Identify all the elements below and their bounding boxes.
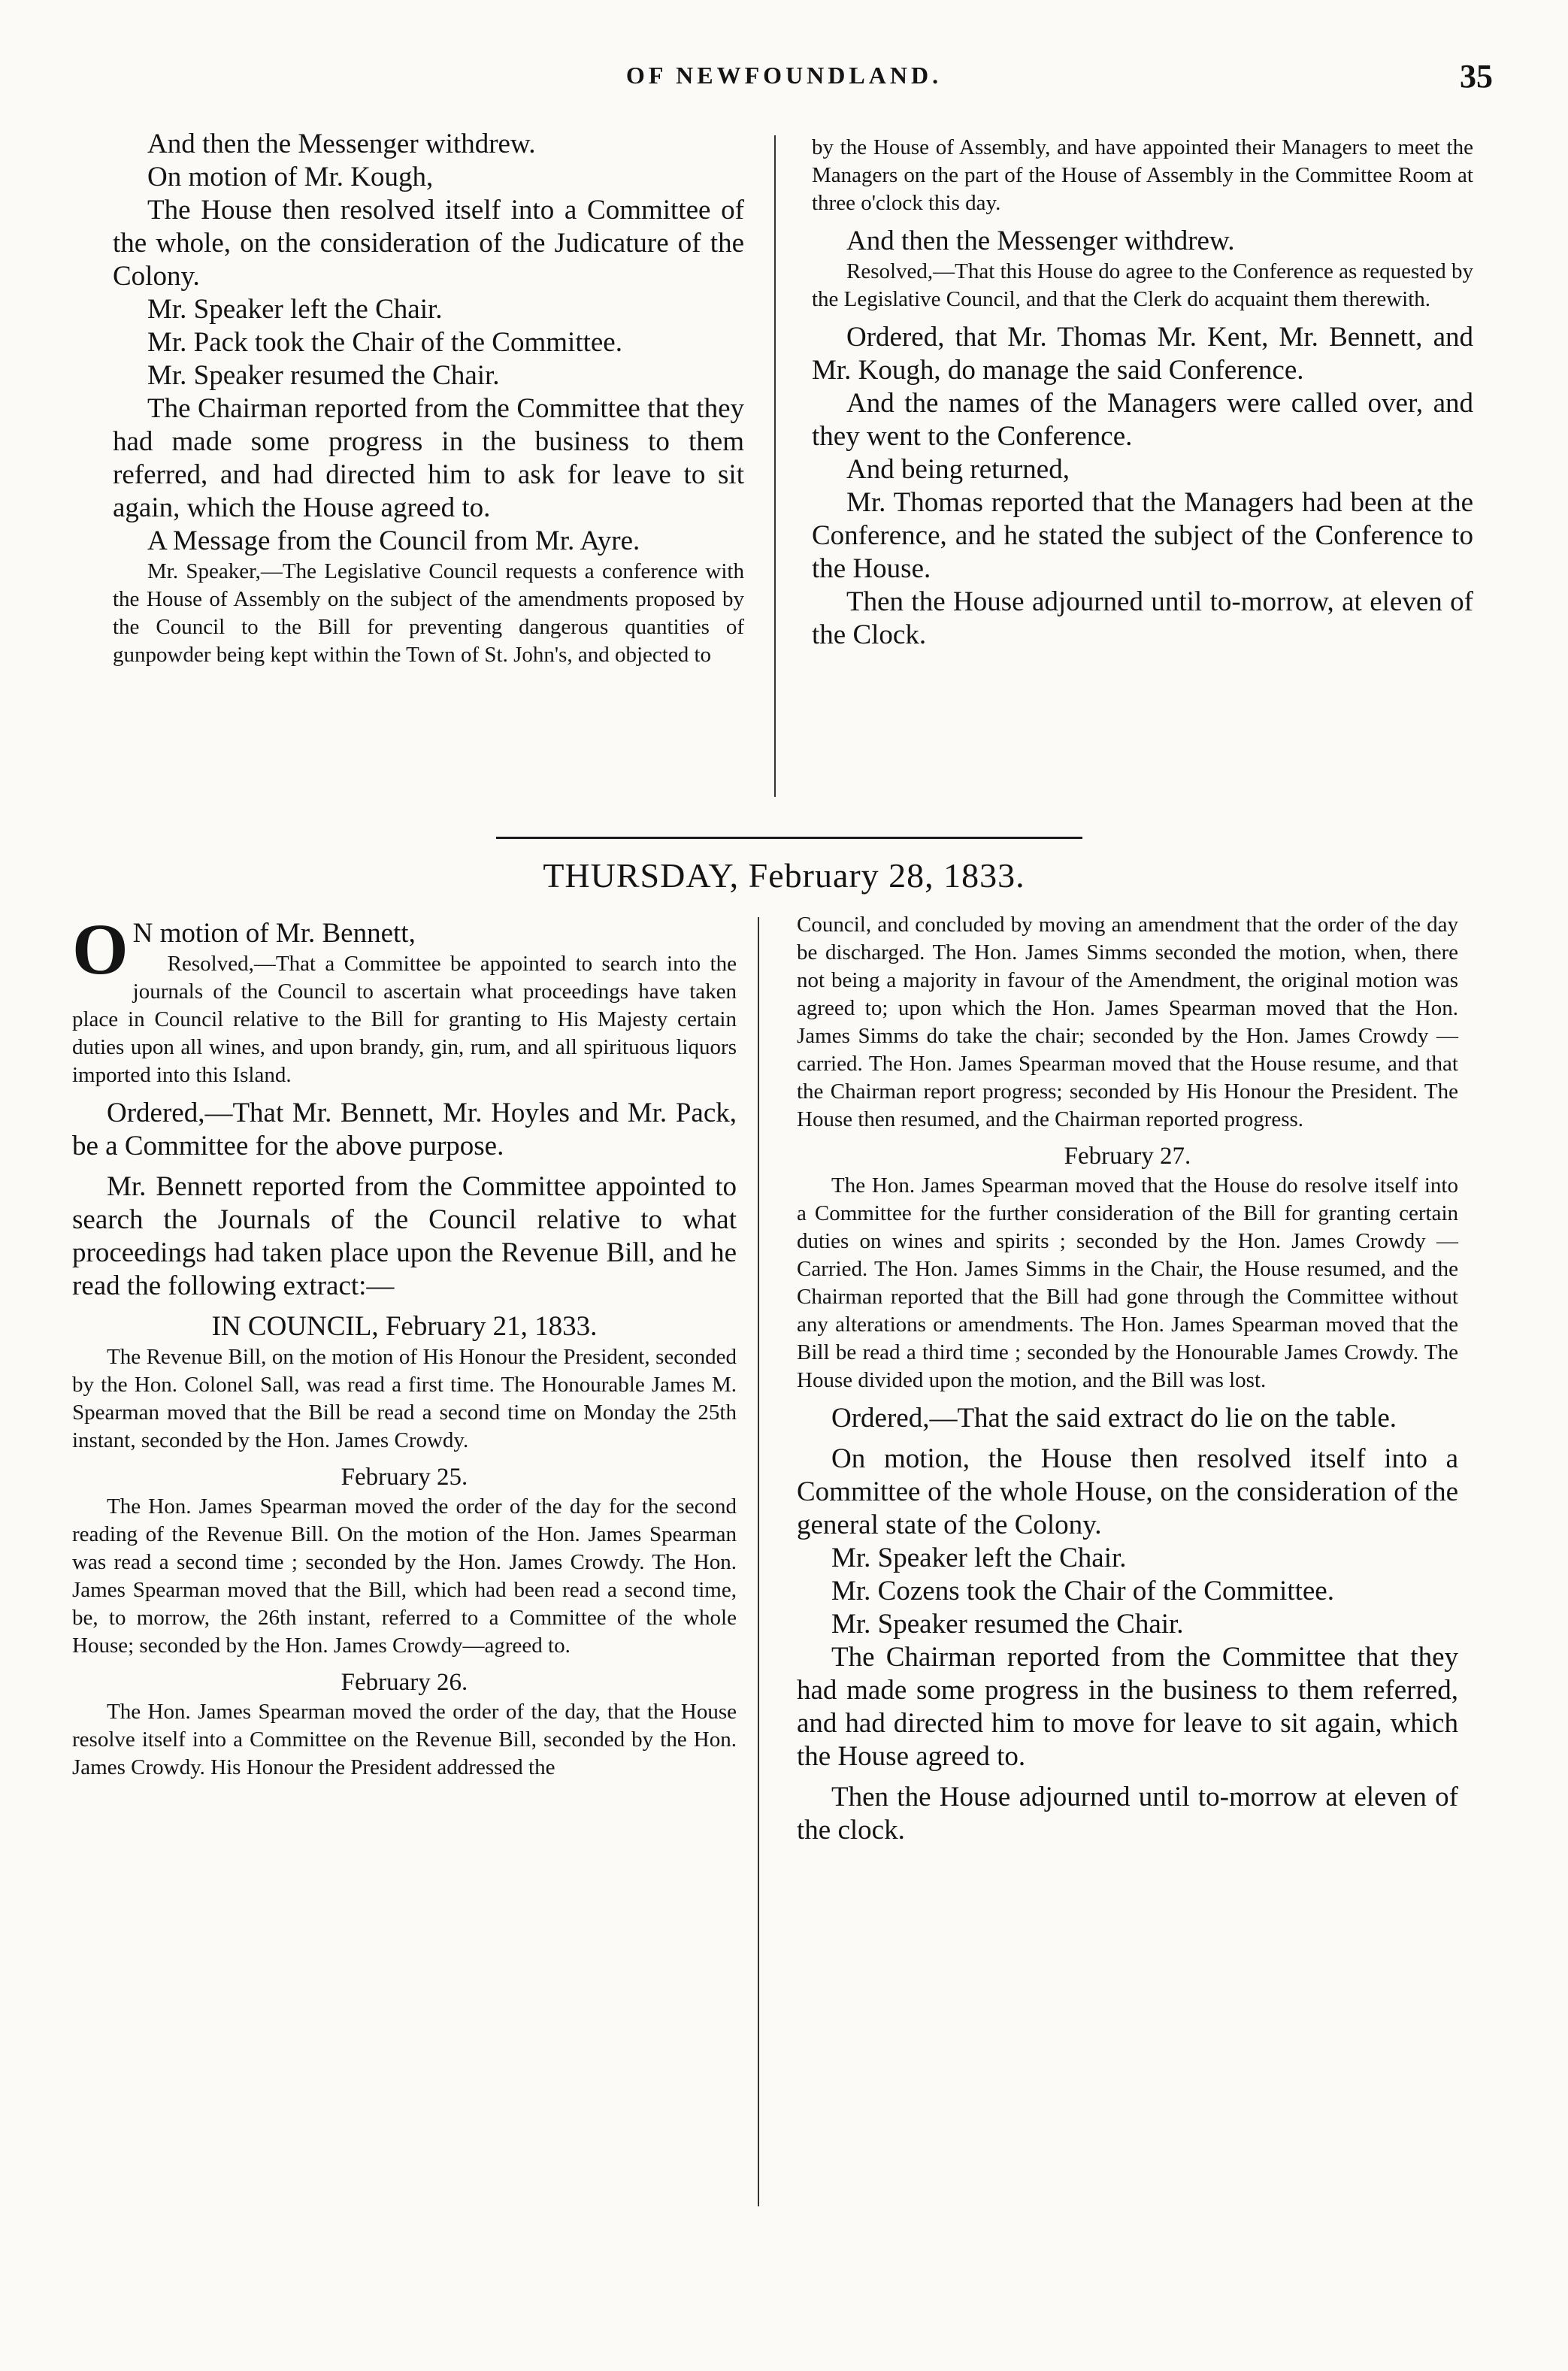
opening-paragraph bbox=[72, 909, 737, 989]
paragraph: Ordered,—That the said extract do lie on the table. bbox=[831, 1403, 1397, 1434]
paragraph: Resolved,—That this House do agree to the Conference as requested by the Legislative Council, and that the Clerk do acquaint them therewith. bbox=[812, 259, 1473, 311]
paragraph: And being returned, bbox=[846, 454, 1070, 485]
paragraph: The Chairman reported from the Committee that they had made some progress in the business to them referred, and had directed him to move for leave to sit again, which the House agreed to. bbox=[797, 1642, 1458, 1772]
paragraph: The Hon. James Spearman moved the order of the day for the second reading of the Revenue Bill. On the motion of the Hon. James Spearman was read a second time ; seconded by the Hon. James Crowdy. The Hon. James Spearman moved that the Bill, which had been read a second time, be, to morrow, the 26th instant, referred to a Committee of the whole House; seconded by the Hon. James Crowdy—agreed to. bbox=[72, 1494, 737, 1658]
section-heading: February 25. bbox=[341, 1464, 468, 1491]
paragraph: Ordered, that Mr. Thomas Mr. Kent, Mr. Bennett, and Mr. Kough, do manage the said Conference. bbox=[812, 322, 1473, 386]
paragraph: And the names of the Managers were called over, and they went to the Conference. bbox=[812, 388, 1473, 452]
paragraph: by the House of Assembly, and have appointed their Managers to meet the Managers on the part of the House of Assembly in the Committee Room at three o'clock this day. bbox=[812, 135, 1473, 215]
column-divider bbox=[758, 917, 759, 2206]
lower-right-column bbox=[797, 911, 1458, 1847]
page-number: 35 bbox=[1460, 58, 1493, 95]
section-heading: February 26. bbox=[341, 1669, 468, 1696]
paragraph: A Message from the Council from Mr. Ayre. bbox=[147, 525, 640, 556]
council-heading: IN COUNCIL, February 21, 1833. bbox=[211, 1311, 598, 1342]
running-head: OF NEWFOUNDLAND. bbox=[625, 62, 943, 89]
paragraph: Resolved,—That a Committee be appointed to search into the journals of the Council to ascertain what proceedings have taken place in Council relative to the Bill for granting to His Majesty certain duties upon all wines, and upon brandy, gin, rum, and all spirituous liquors imported into this Island. bbox=[72, 952, 737, 1087]
lower-left-column bbox=[72, 909, 737, 1782]
paragraph: Mr. Speaker left the Chair. bbox=[147, 294, 443, 325]
paragraph: Mr. Speaker resumed the Chair. bbox=[831, 1609, 1184, 1640]
paragraph: And then the Messenger withdrew. bbox=[147, 129, 536, 159]
paragraph: The Hon. James Spearman moved the order of the day, that the House resolve itself into a Committee on the Revenue Bill, seconded by the Hon. James Crowdy. His Honour the President addressed the bbox=[72, 1700, 737, 1779]
paragraph: Mr. Thomas reported that the Managers had been at the Conference, and he stated the subject of the Conference to the House. bbox=[812, 487, 1473, 584]
message-text: Mr. Speaker,—The Legislative Council requests a conference with the House of Assembly on the subject of the amendments proposed by the Council to the Bill for preventing dangerous quantities of gunpowder being kept within the Town of St. John's, and objected to bbox=[113, 559, 744, 667]
upper-right-column bbox=[812, 134, 1473, 652]
drop-cap: O bbox=[72, 909, 129, 989]
paragraph: And then the Messenger withdrew. bbox=[846, 226, 1235, 256]
council-text: The Revenue Bill, on the motion of His Honour the President, seconded by the Hon. Colonel Sall, was read a first time. The Honourable James M. Spearman moved that the Bill be read a second time on Monday the 25th instant, seconded by the Hon. James Crowdy. bbox=[72, 1345, 737, 1452]
paragraph: Then the House adjourned until to-morrow at eleven of the clock. bbox=[797, 1782, 1458, 1846]
paragraph: Ordered,—That Mr. Bennett, Mr. Hoyles and Mr. Pack, be a Committee for the above purpose. bbox=[72, 1098, 737, 1161]
opening-text: N motion of Mr. Bennett, bbox=[132, 918, 416, 949]
paragraph: Mr. Speaker left the Chair. bbox=[831, 1543, 1127, 1573]
upper-left-column bbox=[113, 128, 744, 669]
paragraph: The Chairman reported from the Committee that they had made some progress in the business to them referred, and had directed him to ask for leave to sit again, which the House agreed to. bbox=[113, 393, 744, 523]
paragraph: Council, and concluded by moving an amendment that the order of the day be discharged. The Hon. James Simms seconded the motion, when, there not being a majority in favour of the Amendment, the original motion was agreed to; upon which the Hon. James Spearman moved that the Hon. James Simms do take the chair; seconded by the Hon. James Crowdy — carried. The Hon. James Spearman moved that the House resume, and that the Chairman report progress; seconded by His Honour the President. The House then resumed, and the Chairman reported progress. bbox=[797, 913, 1458, 1131]
column-divider bbox=[774, 135, 776, 797]
paragraph: Mr. Pack took the Chair of the Committee. bbox=[147, 327, 622, 358]
paragraph: The Hon. James Spearman moved that the House do resolve itself into a Committee for the further consideration of the Bill for granting certain duties on wines and spirits ; seconded by the Hon. James Crowdy — Carried. The Hon. James Simms in the Chair, the House resumed, and the Chairman reported that the Bill had gone through the Committee without any alterations or amendments. The Hon. James Spearman moved that the Bill be read a third time ; seconded by the Honourable James Crowdy. The House divided upon the motion, and the Bill was lost. bbox=[797, 1173, 1458, 1392]
section-heading: February 27. bbox=[1064, 1143, 1191, 1170]
section-rule bbox=[496, 837, 1082, 839]
paragraph: Mr. Bennett reported from the Committee appointed to search the Journals of the Council relative to what proceedings had taken place upon the Revenue Bill, and he read the following extract:— bbox=[72, 1171, 737, 1301]
paragraph: Mr. Cozens took the Chair of the Committee. bbox=[831, 1576, 1334, 1606]
paragraph: Then the House adjourned until to-morrow, at eleven of the Clock. bbox=[812, 586, 1473, 650]
paragraph: On motion, the House then resolved itself into a Committee of the whole House, on the consideration of the general state of the Colony. bbox=[797, 1443, 1458, 1540]
paragraph: On motion of Mr. Kough, bbox=[147, 162, 434, 192]
date-heading: THURSDAY, February 28, 1833. bbox=[543, 856, 1025, 895]
paragraph: Mr. Speaker resumed the Chair. bbox=[147, 360, 500, 391]
paragraph: The House then resolved itself into a Committee of the whole, on the consideration of the Judicature of the Colony. bbox=[113, 195, 744, 292]
